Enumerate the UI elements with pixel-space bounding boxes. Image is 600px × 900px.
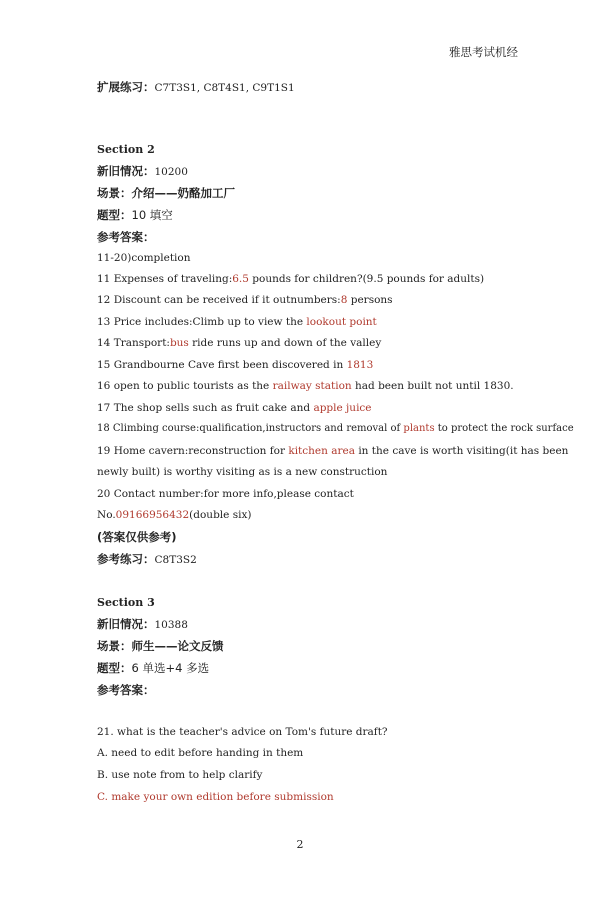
s3-answers-label	[97, 683, 155, 698]
section-2-title: Section 2	[97, 143, 155, 156]
q13-answer: lookout point	[306, 316, 377, 328]
q12-answer: 8	[340, 294, 348, 306]
q21: 21. what is the teacher's advice on Tom's future draft?	[97, 726, 388, 738]
s3-scene-line	[97, 639, 224, 654]
extended-practice-label: 扩展练习：	[97, 80, 155, 94]
q15	[97, 358, 373, 372]
q21-option-c-answer: C. make your own edition before submission	[97, 791, 334, 803]
q20-prefix: No.	[97, 509, 116, 521]
q19-text: 19 Home cavern:reconstruction for	[97, 445, 289, 457]
q11	[97, 272, 484, 286]
s2-note-text: (答案仅供参考)	[97, 530, 177, 544]
s3-qtype-line	[97, 661, 209, 676]
q20-tail: (double six)	[189, 509, 252, 521]
q12-text: 12 Discount can be received if it outnumbers:	[97, 294, 341, 306]
s2-answers-label	[97, 230, 155, 245]
s2-practice-label: 参考练习：	[97, 552, 155, 566]
q17	[97, 401, 372, 415]
q14	[97, 336, 381, 350]
q20: 20 Contact number:for more info,please contact	[97, 488, 354, 500]
q11-text: 11 Expenses of traveling:	[97, 273, 233, 285]
s3-answers-label-text: 参考答案：	[97, 683, 155, 697]
s2-practice-line	[97, 552, 197, 567]
q11-tail: pounds for children?(9.5 pounds for adults)	[248, 273, 485, 285]
s2-qtype-value: 10 填空	[131, 208, 173, 222]
q16-tail: had been built not until 1830.	[351, 380, 514, 392]
q13	[97, 315, 377, 329]
page-number: 2	[296, 838, 304, 851]
q17-text: 17 The shop sells such as fruit cake and	[97, 402, 314, 414]
q18-tail: to protect the rock surface	[434, 423, 574, 434]
q16	[97, 379, 514, 393]
q15-answer: 1813	[346, 359, 374, 371]
q12	[97, 293, 393, 307]
s2-status-label: 新旧情况：	[97, 164, 155, 178]
s2-note	[97, 530, 177, 545]
q13-text: 13 Price includes:Climb up to view the	[97, 316, 307, 328]
s2-status-value: 10200	[154, 166, 188, 178]
q19-tail: in the cave is worth visiting(it has been	[354, 445, 569, 457]
q19-continued: newly built) is worthy visiting as is a new construction	[97, 466, 388, 478]
q20-answer: 09166956432	[115, 509, 190, 521]
s2-status-line	[97, 164, 188, 179]
s2-range: 11-20)completion	[97, 252, 191, 264]
q18-answer: plants	[403, 423, 435, 434]
q19-answer: kitchen area	[288, 445, 355, 457]
header-title: 雅思考试机经	[449, 45, 518, 59]
s2-practice-value: C8T3S2	[154, 554, 197, 566]
q21-option-a: A. need to edit before handing in them	[97, 747, 304, 759]
q18	[97, 422, 574, 436]
s3-status-value: 10388	[154, 619, 188, 631]
q18-text: 18 Climbing course:qualification,instructors and removal of	[97, 423, 404, 434]
section-3-title: Section 3	[97, 596, 155, 609]
q16-text: 16 open to public tourists as the	[97, 380, 273, 392]
s2-scene-line	[97, 186, 235, 201]
s2-answers-label-text: 参考答案：	[97, 230, 155, 244]
s3-scene-value: 师生——论文反馈	[131, 639, 224, 653]
q17-answer: apple juice	[313, 402, 372, 414]
s2-qtype-line	[97, 208, 173, 223]
s2-qtype-label: 题型：	[97, 208, 132, 222]
s2-scene-value: 介绍——奶酪加工厂	[131, 186, 235, 200]
s3-status-label: 新旧情况：	[97, 617, 155, 631]
q21-option-b: B. use note from to help clarify	[97, 769, 263, 781]
q20-number-line	[97, 508, 251, 522]
q14-text: 14 Transport:	[97, 337, 170, 349]
q14-tail: ride runs up and down of the valley	[188, 337, 382, 349]
q12-tail: persons	[347, 294, 393, 306]
s3-qtype-label: 题型：	[97, 661, 132, 675]
q19	[97, 444, 569, 458]
q14-answer: bus	[169, 337, 189, 349]
extended-practice-value: C7T3S1, C8T4S1, C9T1S1	[154, 82, 295, 94]
s2-scene-label: 场景：	[97, 186, 132, 200]
q16-answer: railway station	[272, 380, 352, 392]
extended-practice-line	[97, 80, 295, 95]
q11-answer: 6.5	[232, 273, 249, 285]
q15-text: 15 Grandbourne Cave first been discovered in	[97, 359, 347, 371]
s3-scene-label: 场景：	[97, 639, 132, 653]
s3-status-line	[97, 617, 188, 632]
s3-qtype-value: 6 单选+4 多选	[131, 661, 210, 675]
